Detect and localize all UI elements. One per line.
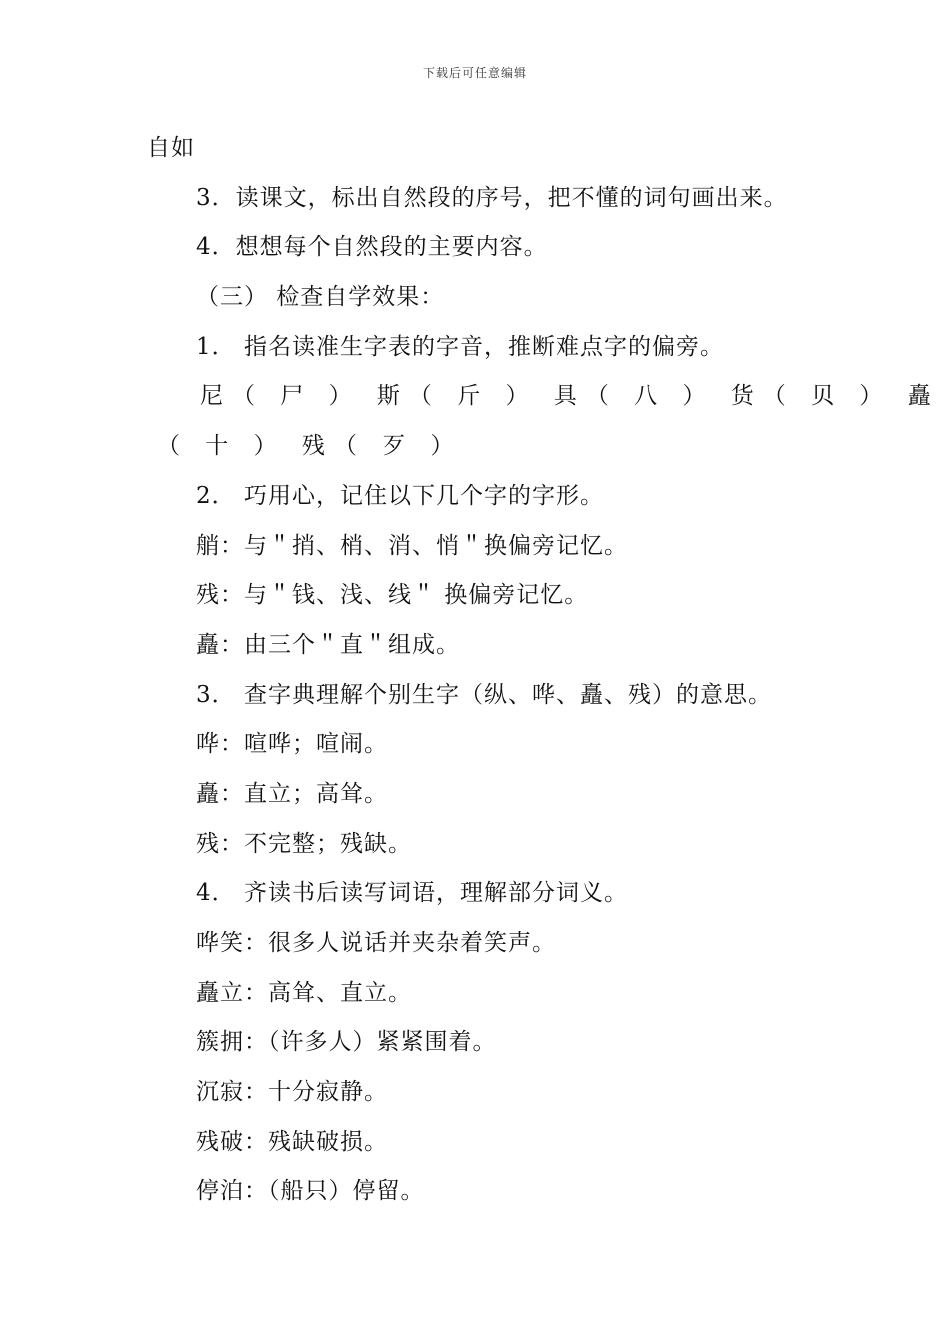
text-line: 残：与＂钱、浅、线＂ 换偏旁记忆。 [196,582,589,609]
text-line: （ 十 ） 残（ 歹 ） [157,433,463,460]
text-line: 自如 [147,135,195,161]
text-line: 哗：喧哗；喧闹。 [196,731,388,758]
text-line: 残破：残缺破损。 [196,1128,388,1155]
text-line: 残：不完整；残缺。 [196,830,412,857]
text-line: 停泊：（船只）停留。 [196,1178,425,1205]
page-header: 下载后可任意编辑 [422,66,527,80]
text-line: 3． 查字典理解个别生字（纵、哗、矗、残）的意思。 [196,681,772,708]
text-line: 1． 指名读准生字表的字音，推断难点字的偏旁。 [196,333,724,360]
text-line: 矗：直立；高耸。 [196,780,388,807]
document-body [147,124,940,1217]
text-line: 尼（ 尸 ） 斯（ 斤 ） 具（ 八 ） 货（ 贝 ） 矗 [200,383,940,410]
text-line: 3．读课文，标出自然段的序号，把不懂的词句画出来。 [196,184,788,211]
text-line: 簇拥：（许多人）紧紧围着。 [196,1029,497,1056]
section-heading: （三） 检查自学效果： [196,284,445,311]
text-line: 沉寂：十分寂静。 [196,1079,388,1106]
text-line: 矗：由三个＂直＂组成。 [196,631,460,658]
text-line: 4． 齐读书后读写词语，理解部分词义。 [196,880,628,907]
text-line: 矗立：高耸、直立。 [196,979,412,1006]
text-line: 哗笑：很多人说话并夹杂着笑声。 [196,930,556,956]
text-line: 2． 巧用心，记住以下几个字的字形。 [196,482,604,509]
text-line: 艄：与＂捎、梢、消、悄＂换偏旁记忆。 [196,532,628,559]
text-line: 4．想想每个自然段的主要内容。 [196,234,548,261]
